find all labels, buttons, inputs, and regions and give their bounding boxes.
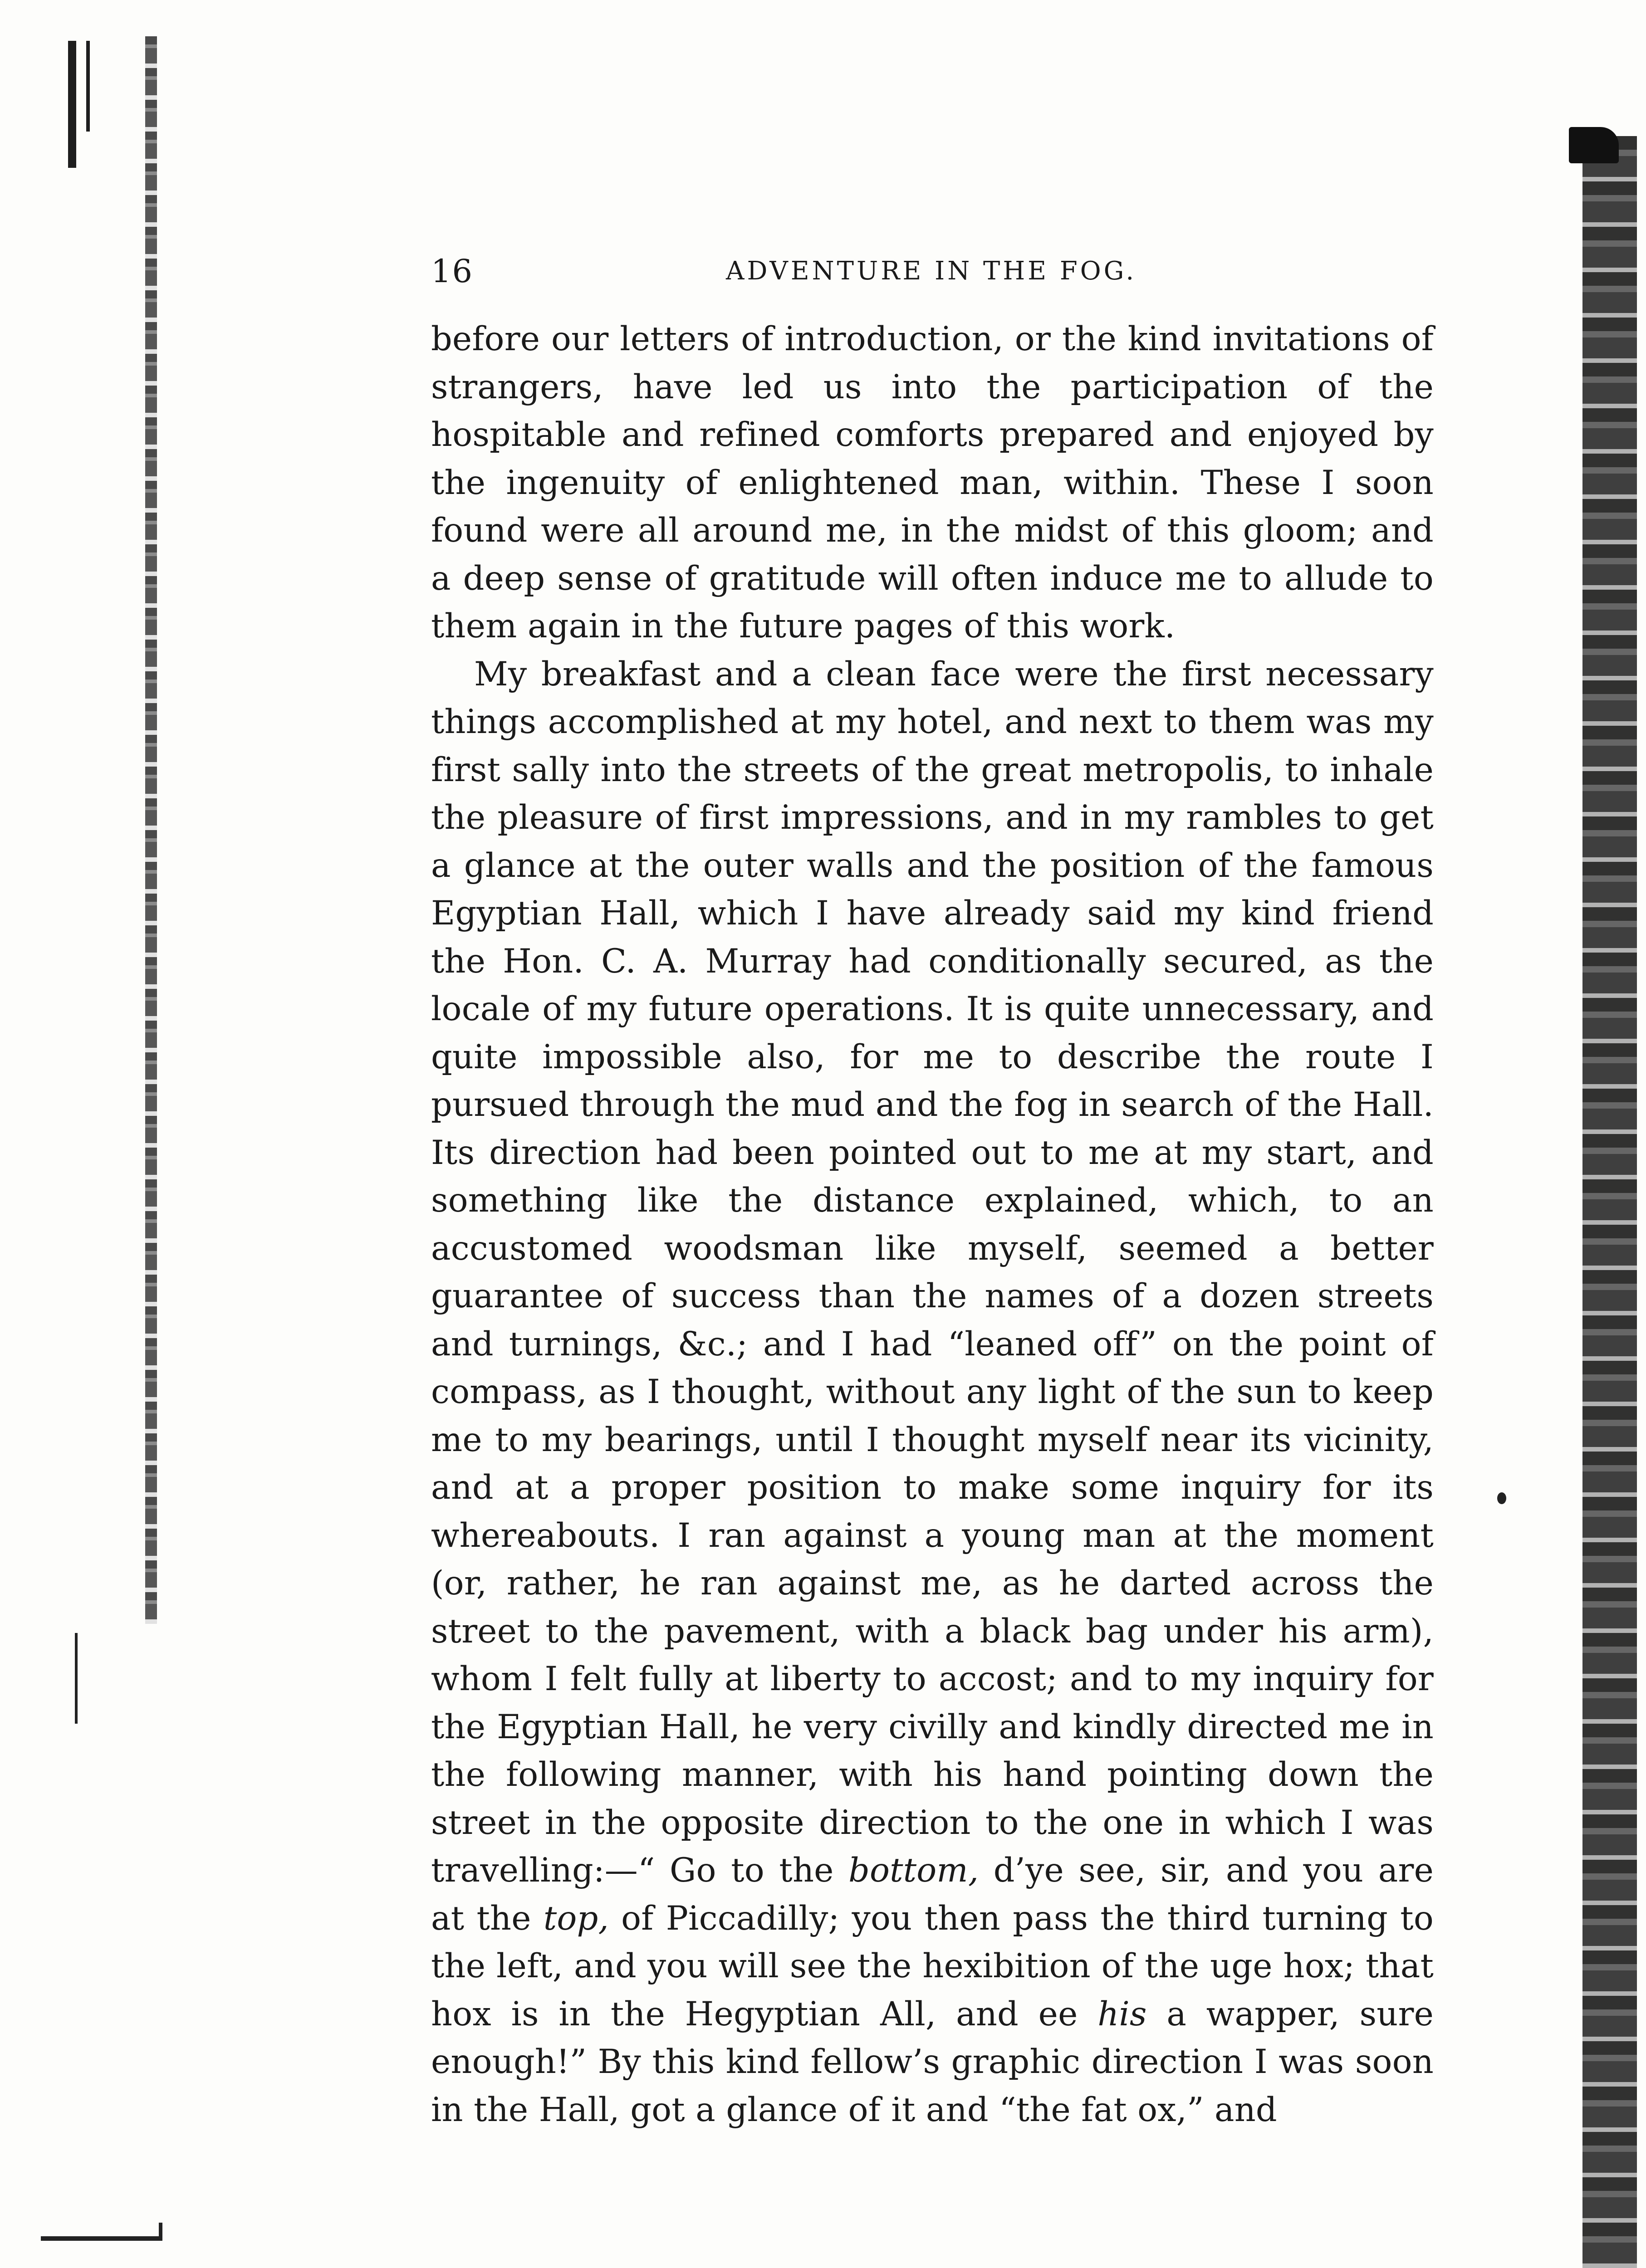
paragraph-2-part-b: d’ye see, sir, and you are at the (431, 1851, 1434, 1938)
ink-spot (1497, 1492, 1506, 1504)
scan-artifact-left-secondary (86, 41, 90, 132)
page-header (431, 249, 1429, 294)
scan-artifact-bottom-left (41, 2223, 162, 2241)
paragraph-2-part-d: a wapper, sure enough!” By this kind fellow’s graphic direction I was soon in the Hall, got a glance of it and “the fat ox,” and (431, 1994, 1434, 2129)
paragraph-1: before our letters of introduction, or the kind invitations of strangers, have led us into the participation of the hospitable and refined comforts prepared and enjoyed by the ingenuity of enlightened man, within. These I soon found were all around me, in the midst of this gloom; and a deep sense of gratitude will often induce me to allude to them again in the future pages of this work. (431, 320, 1434, 645)
paragraph-2 (431, 650, 1434, 2134)
paragraph-2-part-a: My breakfast and a clean face were the first necessary things accomplished at my hotel, and next to them was my first sally into the streets of the great metropolis, to inhale the pleasure of first impressions, and in my rambles to get a glance at the outer walls and the position of the famous Egyptian Hall, which I have already said my kind friend the Hon. C. A. Murray had conditionally secured, as the locale of my future operations. It is quite unnecessary, and quite impossible also, for me to describe the route I pursued through the mud and the fog in search of the Hall. Its direction had been pointed out to me at my start, and something like the distance explained, which, to an accustomed woodsman like myself, seemed a better guarantee of success than the names of a dozen streets and turnings, &c.; and I had “leaned off” on the point of compass, as I thought, without any light of the sun to keep me to my bearings, until I thought myself near its vicinity, and at a proper position to make some inquiry for its whereabouts. I ran against a young man at the moment (or, rather, he ran against me, as he darted across the street to the pavement, with a black bag under his arm), whom I felt fully at liberty to accost; and to my inquiry for the Egyptian Hall, he very civilly and kindly directed me in the following manner, with his hand pointing down the street in the opposite direction to the one in which I was travelling:—“ Go to the (431, 655, 1434, 1890)
page-edge-right-top (1569, 127, 1619, 163)
italic-top: top, (543, 1899, 609, 1938)
scan-artifact-left (68, 41, 76, 168)
running-head: ADVENTURE IN THE FOG. (726, 256, 1137, 286)
body-text (431, 315, 1434, 2134)
scan-artifact-left-line (75, 1633, 78, 1724)
italic-bottom: bottom, (848, 1851, 979, 1890)
paragraph-2-part-c: of Piccadilly; you then pass the third turning to the left, and you will see the hexibition of the uge hox; that hox is in the Hegyptian All, and ee (431, 1899, 1434, 2033)
page-number: 16 (431, 253, 474, 290)
italic-his: his (1097, 1994, 1147, 2033)
page-edge-right (1582, 136, 1637, 2268)
binding-edge-left (145, 36, 157, 1624)
